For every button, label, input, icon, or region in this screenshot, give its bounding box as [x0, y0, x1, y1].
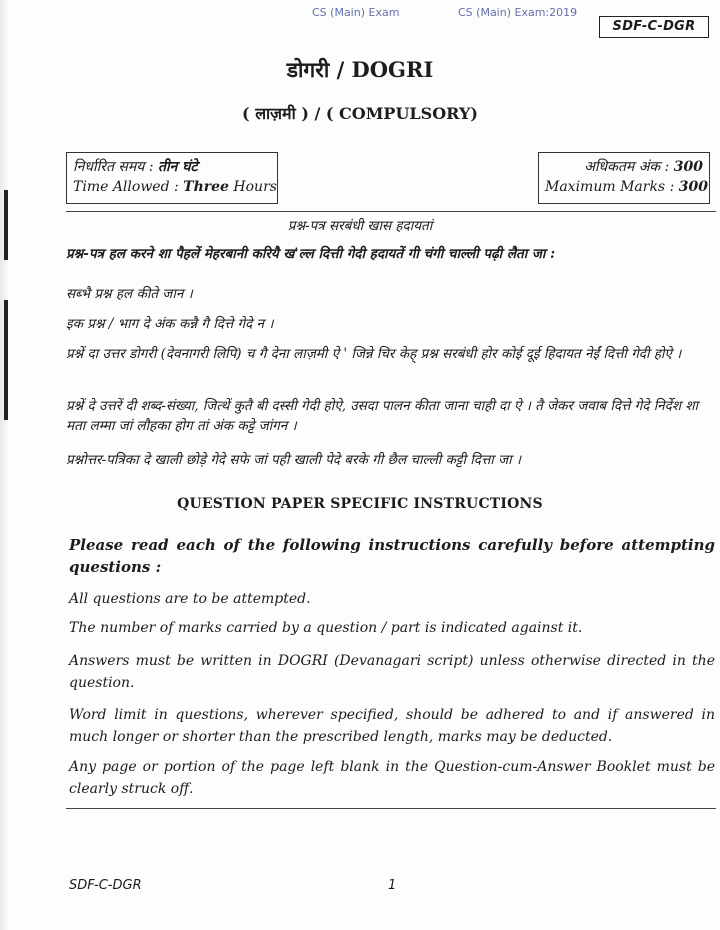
dogri-instruction-item: प्रश्नोत्तर-पत्रिका दे खाली छोड़े गेदे सफे जां पही खाली पेदे बरके गी छैल चाल्ली कट्टी दित्ता जा ।	[66, 452, 521, 468]
paper-subtitle: ( लाज़मी ) / ( COMPULSORY)	[242, 104, 478, 123]
paper-title: डोगरी / DOGRI	[286, 57, 434, 82]
time-hindi-value: तीन घंटे	[158, 159, 198, 175]
english-instructions-lead: Please read each of the following instructions carefully before attempting questions :	[69, 536, 715, 576]
marks-english	[545, 177, 708, 197]
dogri-instruction-item: प्रश्नें दे उत्तरें दी शब्द-संख्या, जित्थें कुतै बी दस्सी गेदी होऐ, उसदा पालन कीता जाना चाही दा ऐ । तै जेकर जवाब दित्ते गेदे निर्देश शा मता लम्मा जां लौहका होग तां अंक कट्टे जांगन ।	[66, 398, 698, 434]
dogri-instruction-item: प्रश्नें दा उत्तर डोगरी (देवनागरी लिपि) च गै देना लाज़मी ऐ ' जिन्ने चिर केह् प्रश्न सरबंधी होर कोई दूई हिदायत नेईं दित्ती गेदी होऐ ।	[66, 346, 682, 362]
scan-edge-shadow	[0, 0, 10, 930]
marks-english-value: 300	[678, 179, 708, 195]
time-allowed-box	[66, 152, 278, 204]
page-number: 1	[388, 878, 397, 893]
english-instruction-item: Answers must be written in DOGRI (Devanagari script) unless otherwise directed in the question.	[69, 653, 715, 691]
maximum-marks-box	[538, 152, 710, 204]
footer-paper-code: SDF-C-DGR	[69, 878, 142, 893]
dogri-instruction-item: सब्भै प्रश्न हल कीते जान ।	[66, 286, 193, 302]
paper-code-box: SDF-C-DGR	[599, 16, 709, 38]
dogri-instructions-lead: प्रश्न-पत्र हल करने शा पैहलें मेहरबानी करियै ख'ल्ल दित्ती गेदी हदायतें गी चंगी चाल्ली पढ़ी लैता जा :	[66, 246, 556, 262]
time-english-value-bold: Three	[183, 179, 229, 195]
time-english-label: Time Allowed :	[73, 179, 179, 195]
english-instruction-item: Word limit in questions, wherever specified, should be adhered to and if answered in much longer or shorter than the prescribed length, marks may be deducted.	[69, 707, 715, 745]
time-allowed-hindi	[73, 157, 271, 177]
marks-hindi-value: 300	[673, 159, 703, 175]
english-instructions-heading: QUESTION PAPER SPECIFIC INSTRUCTIONS	[177, 496, 543, 512]
time-hindi-label: निर्धारित समय :	[73, 159, 154, 175]
dogri-instruction-item: इक प्रश्न / भाग दे अंक कन्नै गै दित्ते गेदे न ।	[66, 316, 274, 332]
footer-divider	[66, 808, 716, 809]
marks-hindi	[545, 157, 703, 177]
exam-stamp-left: CS (Main) Exam	[312, 6, 400, 19]
exam-stamp-right: CS (Main) Exam:2019	[458, 6, 578, 19]
marks-hindi-label: अधिकतम अंक :	[584, 159, 670, 175]
english-instruction-item: The number of marks carried by a question / part is indicated against it.	[69, 620, 583, 636]
english-instruction-item: Any page or portion of the page left blank in the Question-cum-Answer Booklet must be clearly struck off.	[69, 759, 715, 797]
section-divider	[66, 211, 716, 212]
time-english-value-rest: Hours	[233, 179, 277, 195]
time-allowed-english	[73, 177, 277, 197]
scan-margin-mark	[4, 300, 8, 420]
marks-english-label: Maximum Marks :	[545, 179, 675, 195]
dogri-instructions-heading: प्रश्न-पत्र सरबंधी खास हदायतां	[287, 218, 433, 234]
english-instruction-item: All questions are to be attempted.	[69, 591, 311, 607]
